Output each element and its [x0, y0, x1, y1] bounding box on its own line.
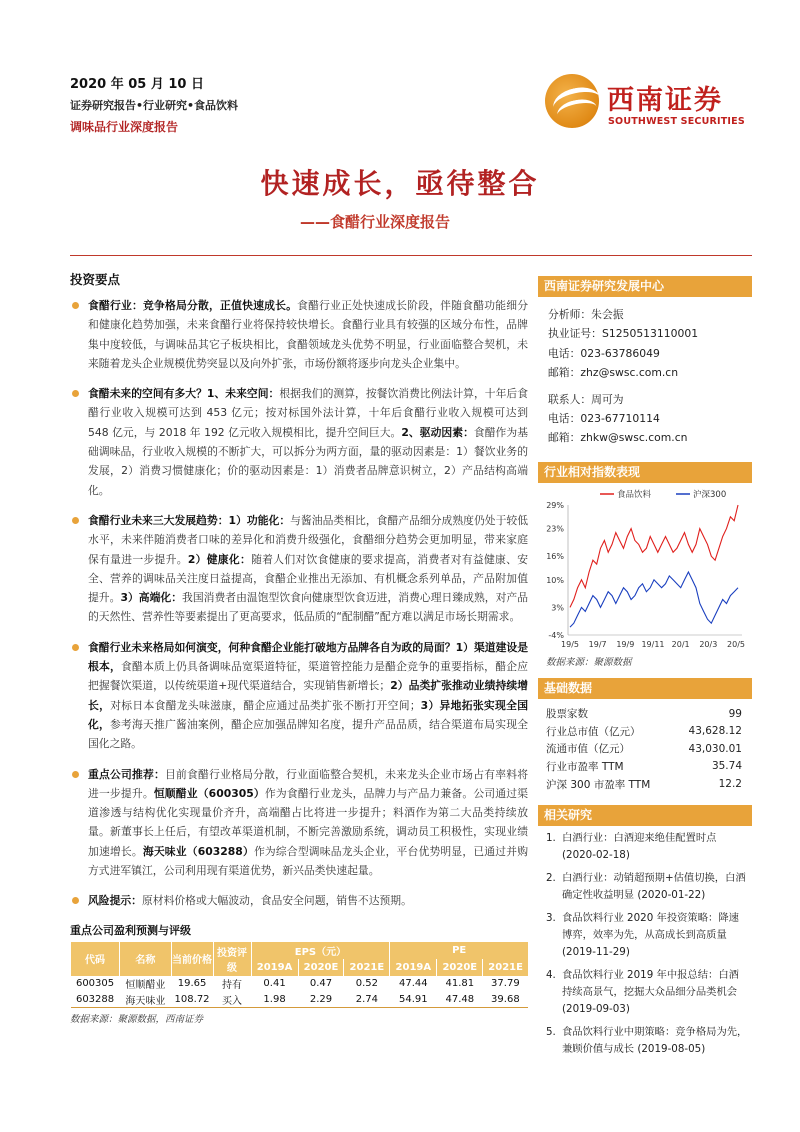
list-item[interactable] [546, 1024, 748, 1058]
basic-value: 99 [728, 707, 742, 720]
basic-label: 沪深 300 市盈率 TTM [546, 778, 651, 791]
y-tick-label: 16% [546, 552, 564, 562]
list-item[interactable] [546, 870, 748, 904]
cell-eps: 0.41 [263, 978, 286, 990]
col-code: 代码 [71, 942, 120, 976]
bullet-icon [72, 517, 79, 524]
col-pe: PE [390, 942, 528, 959]
summary-point-3 [70, 511, 528, 627]
basic-label: 行业总市值（亿元） [546, 725, 641, 738]
col-year: 2019A [251, 959, 298, 976]
x-tick-label: 20/5 [727, 639, 745, 649]
list-item[interactable] [546, 830, 748, 864]
y-tick-label: 3% [551, 603, 564, 613]
x-tick-label: 19/11 [641, 639, 665, 649]
item-number: 2. [546, 871, 556, 884]
header-left [70, 73, 238, 135]
cell-name: 海天味业 [120, 992, 171, 1008]
list-item[interactable] [546, 967, 748, 1018]
summary-point-5 [70, 765, 528, 881]
sidebar [538, 276, 752, 1064]
table-row [538, 775, 752, 793]
index-chart-svg [538, 483, 752, 653]
page-subtitle: ——食醋行业深度报告 [300, 213, 451, 231]
related-research-list [538, 826, 752, 1058]
contact-phone: 电话：023-67710114 [548, 412, 660, 426]
series-line-csi300 [570, 572, 738, 627]
forecast-title: 重点公司盈利预测与评级 [70, 923, 191, 937]
point-body: 食醋作为基础调味品，行业收入规模的不断扩大，可以拆分为两方面，量的驱动因素是：1）餐饮业务的发展，2）消费习惯健康化；价的驱动因素是：1）消费者品牌意识树立，2）产品结构高端化。 [88, 425, 529, 497]
point-body: 参考海天推广酱油案例，醋企应加强品牌知名度，提升产品品质，结合渠道布局实现全国化之路。 [88, 717, 529, 751]
point-body: 原材料价格或大幅波动，食品安全问题，销售不达预期。 [141, 894, 412, 908]
col-rating: 投资评级 [213, 942, 251, 976]
forecast-source: 数据来源：聚源数据，西南证券 [70, 1014, 204, 1026]
point-lead: 食醋行业未来格局如何演变，何种食醋企业能打破地方品牌各自为政的局面？1）渠道建设是根本， [88, 640, 528, 674]
point-body: 食醋行业正处快速成长阶段，伴随食醋功能细分和健康化趋势加强，未来食醋行业将保持较快增长。食醋行业具有较强的区域分布性，品牌集中度较低，与调味品其它子板块相比，食醋领域龙头优势不明显，行业面临整合契机，未来随着龙头企业规模优势突显以及向外扩张，市场份额将逐步向龙头企业集中。 [88, 299, 529, 370]
cell-eps: 2.29 [298, 992, 344, 1008]
bullet-icon [72, 390, 79, 397]
logo-name-cn: 西南证券 [607, 85, 723, 116]
section-heading: 投资要点 [70, 272, 121, 287]
contact-name: 联系人：周可为 [548, 392, 624, 406]
point-body: 作为综合型调味品龙头企业，平台优势明显，已通过并购方式进军镇江，公司利用现有渠道优势，新兴品类快速起量。 [88, 844, 529, 878]
basic-value: 43,628.12 [688, 725, 742, 738]
col-year: 2019A [390, 959, 437, 976]
contact-email: 邮箱：zhkw@swsc.com.cn [548, 431, 688, 445]
col-eps: EPS（元） [251, 942, 390, 959]
x-tick-label: 19/9 [616, 639, 635, 649]
cell-pe: 39.68 [483, 992, 528, 1008]
table-row [538, 740, 752, 758]
point-lead: 2、驱动因素： [401, 425, 474, 439]
point-body: 对标日本食醋龙头味滋康，醋企应通过品类扩张不断打开空间； [110, 698, 421, 712]
logo-emblem-icon [545, 74, 599, 128]
bullet-icon [72, 644, 79, 651]
cell-eps: 2.74 [344, 992, 390, 1008]
chart-source: 数据来源：聚源数据 [546, 656, 632, 668]
point-body: 食醋本质上仍具备调味品宽渠道特征，渠道管控能力是醋企竞争的重要指标，醋企应把握餐饮渠道，以传统渠道+现代渠道结合，实现销售新增长； [88, 660, 528, 693]
item-number: 3. [546, 911, 556, 924]
cell-code: 600305 [75, 978, 115, 990]
analyst-info [538, 297, 752, 448]
table-row [538, 758, 752, 776]
x-tick-label: 19/7 [588, 639, 607, 649]
point-body: 作为食醋行业龙头，品牌力与产品力兼备。公司通过渠道渗透与结构优化实现量价齐升，高端醋占比将进一步提升；料酒作为第二大品类持续放量。新董事长上任后，有望改革渠道机制，不断完善激励系统，调动员工积极性，实现业绩加速增长。 [88, 786, 529, 858]
point-body: 与酱油品类相比，食醋产品细分成熟度仍处于较低水平，未来伴随消费者口味的差异化和消费升级强化，食醋细分趋势会更加明显，带来家庭保有量进一步提升。 [88, 513, 529, 566]
company-logo [545, 72, 745, 132]
cell-pe: 47.48 [437, 992, 483, 1008]
col-year: 2021E [344, 959, 390, 976]
item-text: 食品饮料行业 2020 年投资策略：降速博弈，效率为先，从高成长到高质量 (2019-11-29) [562, 911, 739, 958]
legend-label: 沪深300 [693, 489, 727, 500]
chart-header: 行业相对指数表现 [538, 462, 752, 483]
series-line-food-beverage [570, 505, 738, 607]
index-chart [538, 483, 752, 653]
report-type: 调味品行业深度报告 [70, 120, 179, 134]
point-lead: 食醋行业：竞争格局分散，正值快速成长。 [88, 299, 298, 312]
bullet-icon [72, 897, 79, 904]
cell-rating: 持有 [222, 980, 243, 992]
point-lead: 食醋行业未来三大发展趋势：1）功能化： [88, 513, 291, 527]
point-body: 随着人们对饮食健康的要求提高，消费者对有益健康、安全、营养的调味品关注度日益提高，食醋企业推出无添加、有机概念系列单品，产品附加值提升。 [88, 552, 529, 605]
item-number: 5. [546, 1025, 556, 1038]
x-tick-label: 19/5 [561, 639, 579, 649]
item-number: 1. [546, 831, 556, 844]
related-research-header: 相关研究 [538, 805, 752, 826]
basic-value: 12.2 [718, 778, 742, 791]
point-lead: 重点公司推荐： [88, 767, 166, 781]
report-date: 2020 年 05 月 10 日 [70, 77, 204, 92]
cell-pe: 54.91 [390, 992, 437, 1008]
item-number: 4. [546, 968, 556, 981]
title-divider [70, 255, 752, 256]
basic-data-header: 基础数据 [538, 678, 752, 699]
summary-point-4 [70, 638, 528, 754]
analyst-phone: 电话：023-63786049 [548, 346, 660, 360]
summary-point-2 [70, 384, 528, 500]
cell-rating: 买入 [213, 992, 251, 1008]
cell-name: 恒顺醋业 [125, 980, 166, 992]
item-text: 食品饮料行业 2019 年中报总结：白酒持续高景气，挖掘大众品细分品类机会 (2019-09-03) [562, 968, 739, 1015]
table-row [538, 722, 752, 740]
col-year: 2020E [437, 959, 483, 976]
analyst-email: 邮箱：zhz@swsc.com.cn [548, 366, 679, 380]
point-body: 我国消费者由温饱型饮食向健康型饮食迈进，消费心理日臻成熟，对产品的天然性、营养性等要素提出了更高要求，低品质的“配制醋”配方难以满足市场长期需求。 [88, 591, 529, 624]
cell-pe: 47.44 [399, 978, 428, 990]
col-name: 名称 [120, 942, 171, 976]
point-lead: 恒顺醋业（600305） [153, 786, 265, 800]
point-body: 根据我们的测算，按餐饮消费比例法计算，十年后食醋行业收入规模可达到 453 亿元；按对标国外法计算，十年后食醋行业收入规模可达到 548 亿元，与 2018 年 192 亿元收入规模相比，提升空间巨大。 [88, 387, 529, 439]
research-center-header: 西南证券研究发展中心 [538, 276, 752, 297]
page-title: 快速成长，亟待整合 [260, 167, 540, 200]
cell-eps: 1.98 [251, 992, 298, 1008]
bullet-icon [72, 302, 79, 309]
point-lead: 海天味业（603288） [142, 844, 254, 858]
x-tick-label: 20/3 [699, 639, 718, 649]
analyst-license: 执业证号：S1250513110001 [548, 327, 699, 341]
cell-pe: 37.79 [491, 978, 520, 990]
y-tick-label: 29% [546, 500, 564, 510]
legend-label: 食品饮料 [617, 489, 652, 500]
y-tick-label: -4% [548, 630, 564, 640]
x-tick-label: 20/1 [671, 639, 690, 649]
item-text: 白酒行业：动销超预期+估值切换，白酒确定性收益明显 (2020-01-22) [562, 871, 746, 901]
basic-label: 流通市值（亿元） [546, 743, 630, 756]
analyst-name: 分析师：朱会振 [548, 308, 624, 321]
table-row [538, 705, 752, 723]
point-lead: 风险提示： [88, 894, 142, 908]
item-text: 食品饮料行业中期策略：竞争格局为先，兼顾价值与成长 (2019-08-05) [562, 1025, 748, 1055]
cell-eps: 0.47 [309, 978, 333, 990]
point-lead: 2）品类扩张推动业绩持续增长， [88, 679, 529, 712]
report-category: 证券研究报告•行业研究•食品饮料 [70, 99, 239, 112]
point-lead: 食醋未来的空间有多大？1、未来空间： [88, 387, 280, 401]
cell-pe: 41.81 [445, 978, 475, 990]
col-year: 2021E [483, 959, 528, 976]
y-tick-label: 23% [546, 524, 564, 534]
table-row [71, 976, 529, 992]
cell-eps: 0.52 [355, 978, 379, 990]
point-lead: 3）异地拓张实现全国化， [88, 698, 529, 731]
forecast-table [70, 942, 528, 1009]
summary-point-1 [70, 296, 528, 373]
summary-point-6 [70, 891, 528, 910]
item-text: 白酒行业：白酒迎来绝佳配置时点 (2020-02-18) [562, 831, 717, 861]
cell-price: 19.65 [177, 978, 207, 990]
list-item[interactable] [546, 910, 748, 961]
point-lead: 2）健康化： [187, 552, 252, 566]
col-price: 当前价格 [171, 942, 213, 976]
point-lead: 3）高端化： [120, 591, 183, 605]
table-row [71, 992, 529, 1008]
basic-label: 股票家数 [546, 708, 588, 721]
main-content [70, 270, 528, 1025]
point-body: 目前食醋行业格局分散，行业面临整合契机，未来龙头企业市场占有率料将进一步提升。 [88, 767, 529, 800]
col-year: 2020E [298, 959, 344, 976]
basic-value: 35.74 [711, 760, 742, 773]
basic-data-table [538, 705, 752, 793]
logo-name-en: SOUTHWEST SECURITIES [608, 116, 745, 127]
cell-price: 108.72 [171, 992, 213, 1008]
bullet-icon [72, 771, 79, 778]
basic-label: 行业市盈率 TTM [546, 760, 624, 773]
basic-value: 43,030.01 [688, 742, 742, 755]
y-tick-label: 10% [546, 575, 564, 585]
cell-code: 603288 [71, 992, 120, 1008]
